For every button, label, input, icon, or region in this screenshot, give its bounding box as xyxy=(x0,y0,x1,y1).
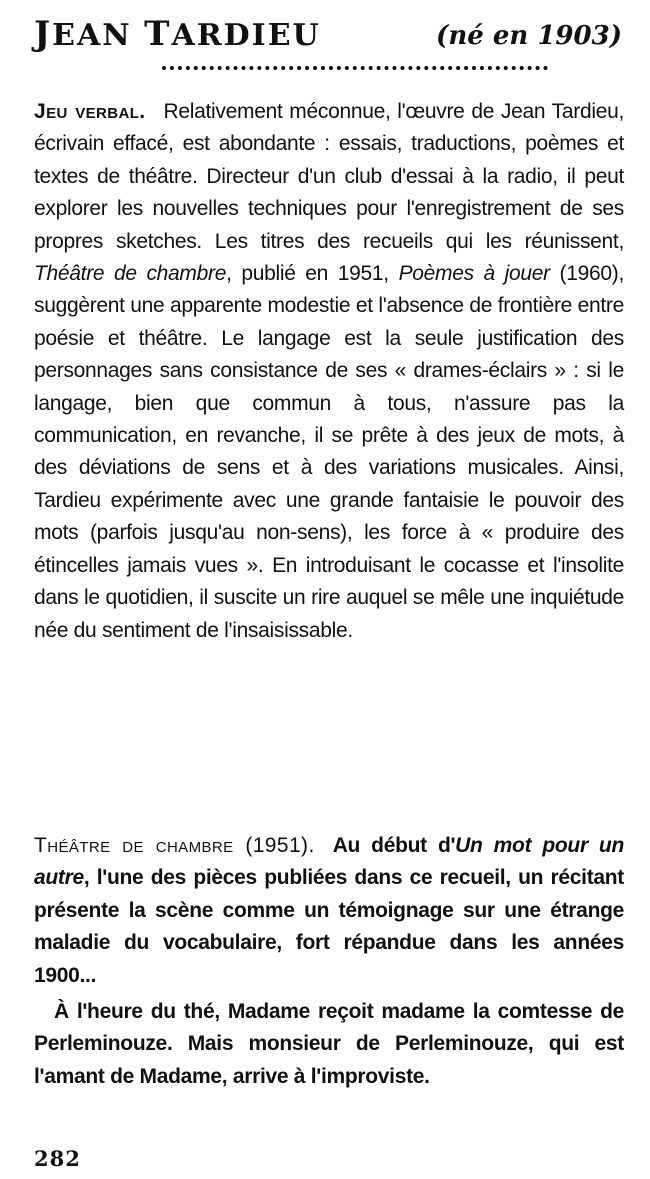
italic-title: Un mot pour un autre xyxy=(34,834,624,890)
italic-title: Poèmes à jouer xyxy=(398,262,550,286)
section-jeu-verbal xyxy=(34,96,624,647)
italic-title: Théâtre de chambre xyxy=(34,262,227,286)
title-rest-ardieu: ARDIEU xyxy=(171,18,321,53)
body-text: Au début d' xyxy=(332,834,456,857)
title-initial-j: J xyxy=(34,14,53,54)
section-theatre-de-chambre xyxy=(34,830,624,1093)
title-rest-ean: EAN xyxy=(52,18,132,53)
body-text: Relativement méconnue, l'œuvre de Jean Tardieu, écrivain effacé, est abondante : essais, traductions, poèmes et textes de théâtre. Directeur d'un club d'essai à la radio, il peut explorer les nouvelles techniques pour l'enregistrement de ses propres sketches. Les titres des recueils qui les réunissent, xyxy=(34,100,624,253)
author-title xyxy=(34,14,321,56)
body-text: , publié en 1951, xyxy=(226,262,399,286)
paragraph xyxy=(34,830,624,992)
dotted-divider xyxy=(162,66,548,70)
section-heading: Théâtre de chambre (1951). xyxy=(34,834,315,857)
page xyxy=(34,14,624,1171)
paragraph: À l'heure du thé, Madame reçoit madame la comtesse de Perleminouze. Mais monsieur de Perleminouze, qui est l'amant de Madame, arrive à l'improviste. xyxy=(34,1000,624,1088)
paragraph xyxy=(34,96,624,647)
body-text: , l'une des pièces publiées dans ce recueil, un récitant présente la scène comme un témoignage sur une étrange maladie du vocabulaire, fort répandue dans les années 1900... xyxy=(34,866,624,987)
section-heading: Jeu verbal. xyxy=(34,100,146,123)
header xyxy=(34,14,624,60)
page-number: 282 xyxy=(34,1146,81,1171)
birth-year: (né en 1903) xyxy=(436,21,622,51)
title-initial-t: T xyxy=(144,14,172,54)
body-text: (1960), suggèrent une apparente modestie et l'absence de frontière entre poésie et théâtre. Le langage est la seule justification des personnages sans consistance de ses « drames-éclairs » : si le langage, bien que commun à tous, n'assure pas la communication, en revanche, il se prête à des jeux de mots, à des déviations de sens et à des variations musicales. Ainsi, Tardieu expérimente avec une grande fantaisie le pouvoir des mots (parfois jusqu'au non-sens), les force à « produire des étincelles jamais vues ». En introduisant le cocasse et l'insolite dans le quotidien, il suscite un rire auquel se mêle une inquiétude née du sentiment de l'insaisissable. xyxy=(34,262,624,642)
